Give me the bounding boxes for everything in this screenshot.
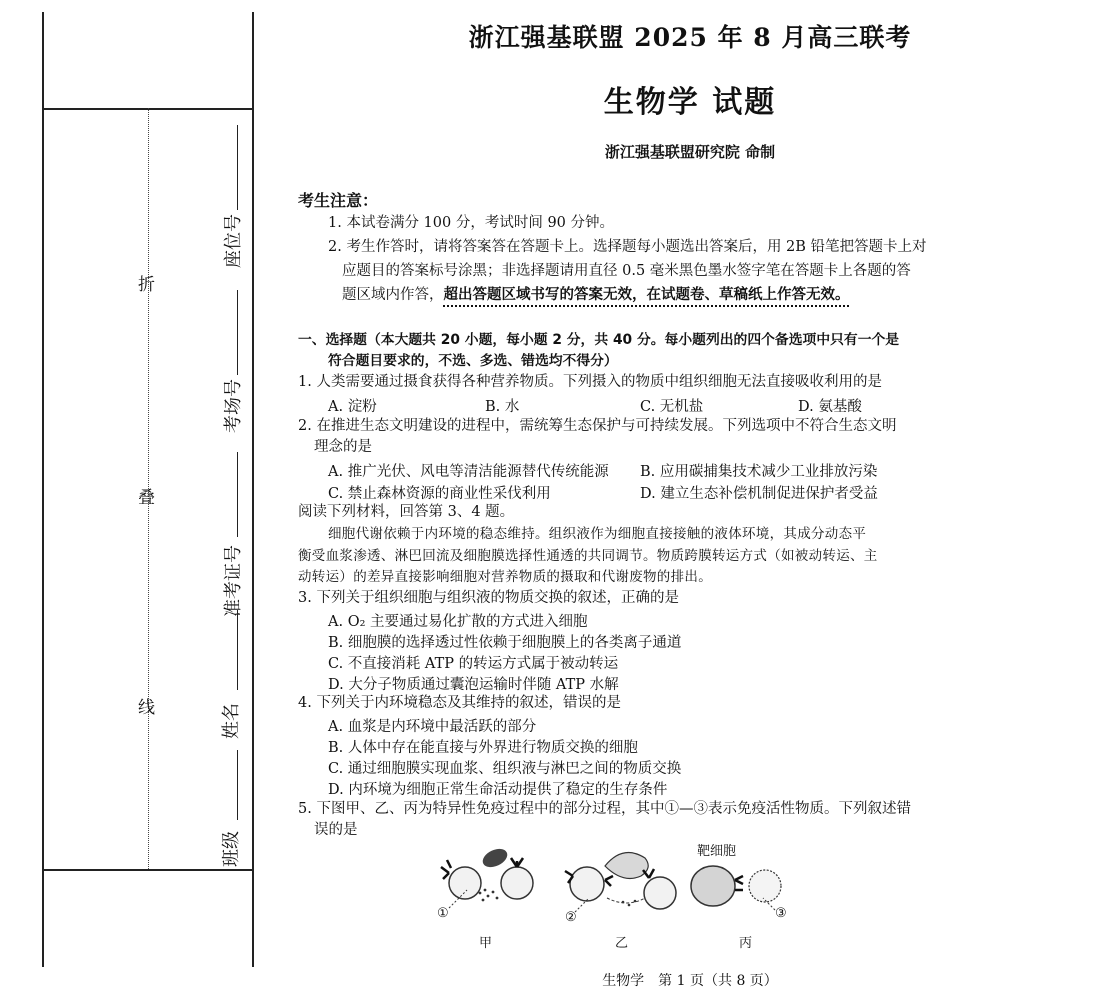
cell-yi-right: [644, 877, 676, 909]
q3-option-a: A. O₂ 主要通过易化扩散的方式进入细胞: [328, 614, 588, 630]
q5-stem-line-1: 5. 下图甲、乙、丙为特异性免疫过程中的部分过程，其中①—③表示免疫活性物质。下列叙述错: [298, 801, 911, 817]
notice-item-1: 1. 本试卷满分 100 分，考试时间 90 分钟。: [328, 215, 615, 231]
receptor-yi-right: [643, 869, 654, 878]
margin-bottom-rule: [42, 869, 254, 871]
notice-item-2-line-3: [342, 285, 850, 306]
q4-option-c: C. 通过细胞膜实现血浆、组织液与淋巴之间的物质交换: [328, 761, 682, 777]
panel-jia: [441, 845, 533, 908]
page-footer: 生物学 第 1 页（共 8 页）: [602, 973, 778, 989]
reading-material-line-2: 衡受血浆渗透、淋巴回流及细胞膜选择性通透的共同调节。物质跨膜转运方式（如被动转运、主: [298, 548, 878, 564]
reading-intro: 阅读下列材料，回答第 3、4 题。: [298, 504, 515, 520]
cell-jia-left: [449, 867, 481, 899]
fold-char-1: 折: [138, 275, 155, 295]
notice-item-2-line-1: 2. 考生作答时，请将答案答在答题卡上。选择题每小题选出答案后，用 2B 铅笔把答题卡上对: [328, 239, 927, 255]
q1-option-c: C. 无机盐: [640, 399, 704, 415]
cell-jia-right: [501, 867, 533, 899]
q1-option-d: D. 氨基酸: [798, 399, 862, 415]
q3-option-c: C. 不直接消耗 ATP 的转运方式属于被动转运: [328, 656, 619, 672]
caption-yi: 乙: [615, 936, 629, 951]
notice-item-2-line-3-prefix: 题区域内作答，: [342, 287, 444, 303]
reading-material-line-1: 细胞代谢依赖于内环境的稳态维持。组织液作为细胞直接接触的液体环境，其成分动态平: [328, 526, 867, 542]
marker-3: ③: [775, 906, 787, 921]
field-label-admission: 准考证号: [223, 545, 244, 617]
panel-bing: [691, 866, 781, 910]
q3-stem: 3. 下列关于组织细胞与组织液的物质交换的叙述，正确的是: [298, 590, 679, 606]
q4-stem: 4. 下列关于内环境稳态及其维持的叙述，错误的是: [298, 695, 621, 711]
q1-stem: 1. 人类需要通过摄食获得各种营养物质。下列摄入的物质中组织细胞无法直接吸收利用的是: [298, 374, 882, 390]
field-label-room: 考场号: [223, 379, 244, 433]
immune-process-figure: [425, 838, 805, 953]
marker-1: ①: [437, 906, 449, 921]
target-cell: [691, 866, 735, 906]
field-line-name[interactable]: [237, 610, 238, 690]
caption-bing: 丙: [739, 936, 753, 951]
notice-emphasis: 超出答题区域书写的答案无效，在试题卷、草稿纸上作答无效。: [443, 287, 850, 303]
pathogen-blob: [480, 845, 510, 870]
q1-option-b: B. 水: [485, 399, 520, 415]
q2-stem-line-2: 理念的是: [314, 439, 372, 455]
secreted-dots-jia: [479, 889, 499, 902]
margin-right-rule: [252, 12, 254, 967]
q2-option-b: B. 应用碳捕集技术减少工业排放污染: [640, 464, 878, 480]
q5-stem-line-2: 误的是: [314, 822, 358, 838]
q2-option-a: A. 推广光伏、风电等清洁能源替代传统能源: [328, 464, 609, 480]
q2-option-d: D. 建立生态补偿机制促进保护者受益: [640, 486, 878, 502]
receptor-jia-right: [511, 858, 523, 867]
notice-heading: 考生注意：: [298, 191, 379, 210]
exam-title: 浙江强基联盟 2025 年 8 月高三联考: [468, 23, 912, 52]
receptor-bing: [735, 876, 743, 890]
margin-left-rule: [42, 12, 44, 967]
binding-margin: [0, 0, 260, 1000]
field-label-class: 班级: [221, 831, 242, 867]
field-line-class[interactable]: [237, 750, 238, 820]
cell-yi-left: [570, 867, 604, 901]
fold-char-2: 叠: [138, 488, 155, 508]
q4-option-a: A. 血浆是内环境中最活跃的部分: [328, 719, 537, 735]
notice-item-2-line-2: 应题目的答案标号涂黑；非选择题请用直径 0.5 毫米黑色墨水签字笔在答题卡上各题的答: [342, 263, 911, 279]
caption-jia: 甲: [479, 936, 493, 951]
target-cell-label: 靶细胞: [697, 844, 737, 859]
cell-bing-right: [749, 870, 781, 902]
q4-option-b: B. 人体中存在能直接与外界进行物质交换的细胞: [328, 740, 638, 756]
section-1-heading-line-1: 一、选择题（本大题共 20 小题，每小题 2 分，共 40 分。每小题列出的四个备选项中只有一个是: [298, 332, 900, 348]
fold-char-3: 线: [138, 698, 155, 718]
marker-2: ②: [565, 910, 577, 925]
panel-yi: [565, 853, 676, 912]
arrow-yi: [607, 898, 645, 903]
field-label-name: 姓名: [221, 703, 242, 739]
section-1-heading-line-2: 符合题目要求的，不选、多选、错选均不得分）: [328, 353, 618, 369]
q2-option-c: C. 禁止森林资源的商业性采伐利用: [328, 486, 551, 502]
subject-title: 生物学 试题: [603, 85, 777, 120]
q3-option-d: D. 大分子物质通过囊泡运输时伴随 ATP 水解: [328, 677, 619, 693]
cell-yi-top: [605, 853, 648, 879]
q3-option-b: B. 细胞膜的选择透过性依赖于细胞膜上的各类离子通道: [328, 635, 682, 651]
reading-material-line-3: 动转运）的差异直接影响细胞对营养物质的摄取和代谢废物的排出。: [298, 569, 712, 585]
field-line-seat[interactable]: [237, 125, 238, 210]
q4-option-d: D. 内环境为细胞正常生命活动提供了稳定的生存条件: [328, 782, 668, 798]
compiler-line: 浙江强基联盟研究院 命制: [604, 143, 776, 161]
field-label-seat: 座位号: [223, 214, 244, 268]
exam-page: [290, 0, 1090, 1000]
q2-stem-line-1: 2. 在推进生态文明建设的进程中，需统筹生态保护与可持续发展。下列选项中不符合生态文明: [298, 418, 897, 434]
receptor-jia-left: [441, 860, 451, 879]
q1-option-a: A. 淀粉: [328, 399, 377, 415]
field-line-room[interactable]: [237, 290, 238, 375]
field-line-admission[interactable]: [237, 452, 238, 537]
receptor-yi-mid: [605, 876, 613, 886]
